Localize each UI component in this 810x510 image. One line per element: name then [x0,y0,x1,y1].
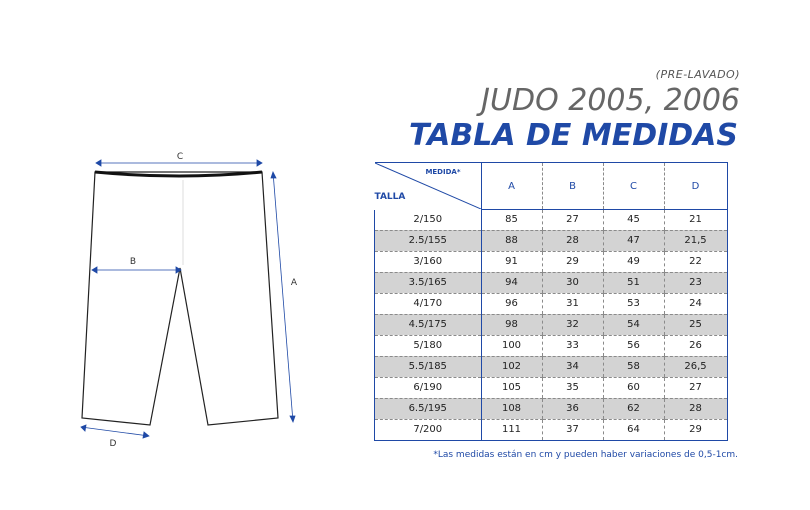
measure-d-cell: 25 [664,314,727,335]
dimension-a-label: A [290,278,298,288]
size-cell: 3.5/165 [375,272,482,293]
measure-a-cell: 108 [481,398,542,419]
measure-c-cell: 54 [603,314,664,335]
measure-d-cell: 26 [664,335,727,356]
measure-b-cell: 33 [542,335,603,356]
measure-b-cell: 36 [542,398,603,419]
measure-header: MEDIDA* [425,168,461,176]
measure-d-cell: 28 [664,398,727,419]
dimension-d [81,425,149,438]
measure-c-cell: 58 [603,356,664,377]
pants-diagram [0,0,360,510]
size-cell: 5/180 [375,335,482,356]
measure-a-cell: 88 [481,230,542,251]
column-header-a: A [481,163,542,210]
measure-c-cell: 60 [603,377,664,398]
table-row [375,419,728,440]
size-cell: 7/200 [375,419,482,440]
measurement-footnote: *Las medidas están en cm y pueden haber variaciones de 0,5-1cm. [433,450,738,460]
measure-c-cell: 47 [603,230,664,251]
table-row [375,251,728,272]
table-row [375,398,728,419]
measure-b-cell: 30 [542,272,603,293]
measure-a-cell: 105 [481,377,542,398]
measure-b-cell: 28 [542,230,603,251]
measure-b-cell: 37 [542,419,603,440]
column-header-d: D [664,163,727,210]
measure-c-cell: 51 [603,272,664,293]
measure-a-cell: 91 [481,251,542,272]
measure-d-cell: 29 [664,419,727,440]
table-corner-header [375,163,482,210]
measure-d-cell: 21,5 [664,230,727,251]
size-cell: 2.5/155 [375,230,482,251]
column-header-c: C [603,163,664,210]
prewash-subtitle: (PRE-LAVADO) [655,68,740,81]
size-cell: 2/150 [375,210,482,231]
dimension-c-label: C [176,152,184,162]
table-row [375,272,728,293]
size-cell: 6/190 [375,377,482,398]
table-row [375,230,728,251]
measure-a-cell: 94 [481,272,542,293]
measure-b-cell: 34 [542,356,603,377]
measure-b-cell: 31 [542,293,603,314]
measure-b-cell: 27 [542,210,603,231]
size-cell: 5.5/185 [375,356,482,377]
measure-a-cell: 102 [481,356,542,377]
size-cell: 6.5/195 [375,398,482,419]
page-title: TABLA DE MEDIDAS [409,118,738,153]
model-title: JUDO 2005, 2006 [481,83,740,118]
measure-d-cell: 23 [664,272,727,293]
size-cell: 3/160 [375,251,482,272]
measure-d-cell: 22 [664,251,727,272]
table-row [375,335,728,356]
table-row [375,377,728,398]
table-row [375,314,728,335]
measure-c-cell: 62 [603,398,664,419]
measure-c-cell: 56 [603,335,664,356]
measure-a-cell: 111 [481,419,542,440]
measure-b-cell: 35 [542,377,603,398]
pants-outline [82,172,278,425]
measure-c-cell: 49 [603,251,664,272]
measure-a-cell: 96 [481,293,542,314]
size-cell: 4.5/175 [375,314,482,335]
measure-c-cell: 53 [603,293,664,314]
size-table [374,162,728,441]
measure-a-cell: 100 [481,335,542,356]
table-row [375,356,728,377]
measure-d-cell: 27 [664,377,727,398]
measure-d-cell: 24 [664,293,727,314]
dimension-d-label: D [109,439,117,449]
dimension-b-label: B [129,257,137,267]
measure-c-cell: 45 [603,210,664,231]
measure-b-cell: 32 [542,314,603,335]
measure-a-cell: 98 [481,314,542,335]
measure-a-cell: 85 [481,210,542,231]
column-header-b: B [542,163,603,210]
measure-c-cell: 64 [603,419,664,440]
size-cell: 4/170 [375,293,482,314]
table-header-row [375,163,728,210]
measure-b-cell: 29 [542,251,603,272]
measure-d-cell: 21 [664,210,727,231]
table-row [375,293,728,314]
table-row [375,210,728,231]
measure-d-cell: 26,5 [664,356,727,377]
size-header: TALLA [374,191,406,202]
